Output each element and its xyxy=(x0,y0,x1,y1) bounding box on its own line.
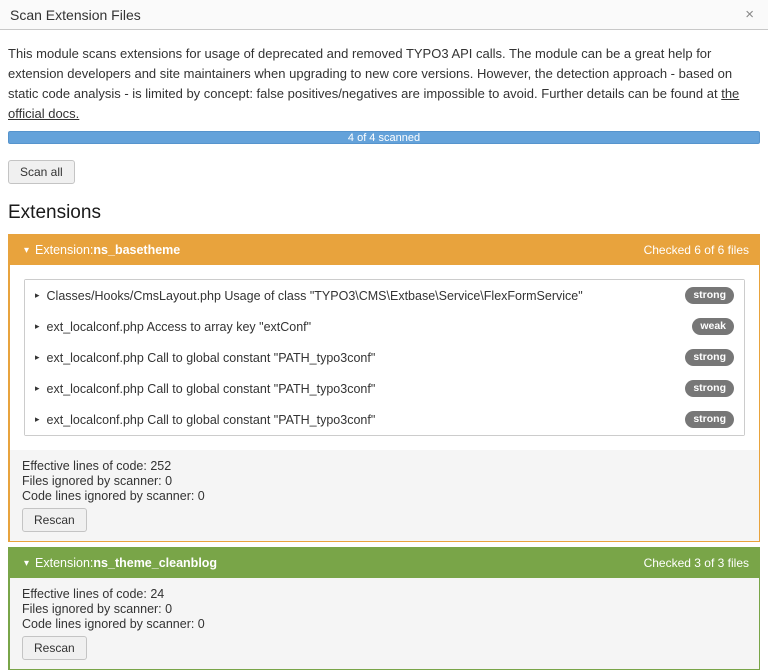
finding-severity-badge: strong xyxy=(685,380,734,397)
official-docs-link[interactable]: the official docs. xyxy=(8,86,740,121)
stat-line: Files ignored by scanner: 0 xyxy=(22,474,173,488)
chevron-right-icon: ▸ xyxy=(35,352,40,362)
panel-body xyxy=(10,265,759,450)
rescan-button[interactable]: Rescan xyxy=(22,636,87,660)
page-title: Scan Extension Files xyxy=(10,6,141,23)
finding-severity-badge: strong xyxy=(685,349,734,366)
scan-all-button[interactable]: Scan all xyxy=(8,160,75,184)
panel-footer xyxy=(10,578,759,669)
finding-row[interactable] xyxy=(25,404,744,435)
intro-text xyxy=(8,44,760,124)
extension-panel xyxy=(8,234,760,542)
panel-title-prefix: Extension: xyxy=(35,556,94,570)
finding-text: ext_localconf.php Access to array key "extConf" xyxy=(46,319,312,334)
panel-checked-label: Checked 6 of 6 files xyxy=(643,243,749,257)
chevron-right-icon: ▸ xyxy=(35,383,40,393)
panel-stats xyxy=(22,587,747,632)
panel-title-prefix: Extension: xyxy=(35,243,94,257)
extensions-heading: Extensions xyxy=(8,202,101,223)
modal-body xyxy=(0,30,768,670)
chevron-right-icon: ▸ xyxy=(35,290,40,300)
stat-line: Code lines ignored by scanner: 0 xyxy=(22,617,205,631)
finding-text: ext_localconf.php Call to global constant "PATH_typo3conf" xyxy=(46,381,376,396)
extension-panel-header[interactable] xyxy=(10,235,759,265)
extension-panel xyxy=(8,547,760,670)
chevron-down-icon: ▾ xyxy=(24,244,30,256)
panel-extension-name: ns_theme_cleanblog xyxy=(93,556,218,570)
stat-line: Code lines ignored by scanner: 0 xyxy=(22,489,205,503)
chevron-right-icon: ▸ xyxy=(35,414,40,424)
finding-row[interactable] xyxy=(25,311,744,342)
finding-text: ext_localconf.php Call to global constant "PATH_typo3conf" xyxy=(46,350,376,365)
panel-checked-label: Checked 3 of 3 files xyxy=(643,556,749,570)
stat-line: Effective lines of code: 24 xyxy=(22,587,165,601)
finding-row[interactable] xyxy=(25,373,744,404)
finding-severity-badge: strong xyxy=(685,287,734,304)
close-icon[interactable]: × xyxy=(745,6,754,23)
finding-row[interactable] xyxy=(25,342,744,373)
scan-progress-track xyxy=(8,131,760,144)
rescan-button[interactable]: Rescan xyxy=(22,508,87,532)
finding-severity-badge: strong xyxy=(685,411,734,428)
panel-footer xyxy=(10,450,759,541)
modal-header xyxy=(0,0,768,30)
chevron-right-icon: ▸ xyxy=(35,321,40,331)
finding-text: ext_localconf.php Call to global constant "PATH_typo3conf" xyxy=(46,412,376,427)
chevron-down-icon: ▾ xyxy=(24,557,30,569)
intro-text-content: This module scans extensions for usage of deprecated and removed TYPO3 API calls. The module can be a great help for extension developers and site maintainers when upgrading to new core versions. However, the detection approach - based on static code analysis - is limited by concept: false positives/negatives are impossible to avoid. Further details can be found at xyxy=(8,46,733,101)
finding-text: Classes/Hooks/CmsLayout.php Usage of class "TYPO3\CMS\Extbase\Service\FlexFormService" xyxy=(46,288,583,303)
panel-extension-name: ns_basetheme xyxy=(93,243,181,257)
finding-severity-badge: weak xyxy=(692,318,734,335)
extension-panel-header[interactable] xyxy=(10,548,759,578)
stat-line: Files ignored by scanner: 0 xyxy=(22,602,173,616)
findings-list xyxy=(24,279,745,436)
finding-row[interactable] xyxy=(25,280,744,311)
panels-container xyxy=(8,234,760,670)
panel-stats xyxy=(22,459,747,504)
scan-progress-bar: 4 of 4 scanned xyxy=(8,131,760,144)
stat-line: Effective lines of code: 252 xyxy=(22,459,172,473)
